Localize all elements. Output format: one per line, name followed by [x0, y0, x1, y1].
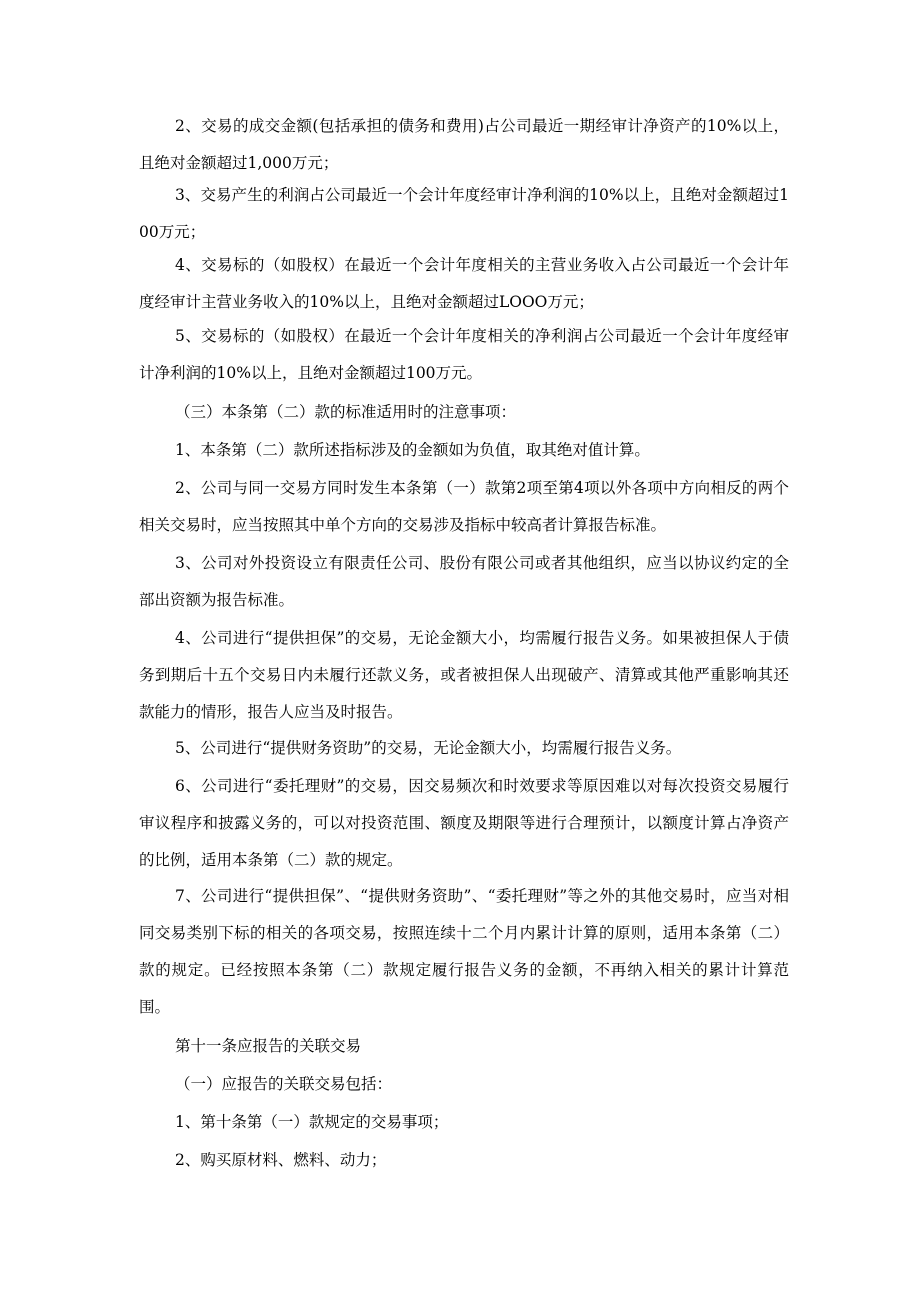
paragraph-item-2-transaction-amount: 2、交易的成交金额(包括承担的债务和费用)占公司最近一期经审计净资产的10%以上，且绝对金额超过1,000万元；: [139, 117, 789, 172]
paragraph-note-3: 3、公司对外投资设立有限责任公司、股份有限公司或者其他组织，应当以协议约定的全部出资额为报告标准。: [139, 554, 789, 609]
paragraph-item-5-net-profit: 5、交易标的（如股权）在最近一个会计年度相关的净利润占公司最近一个会计年度经审计净利润的10%以上，且绝对金额超过100万元。: [139, 327, 789, 382]
related-item-2: 2、购买原材料、燃料、动力；: [175, 1151, 387, 1169]
paragraph-note-1: 1、本条第（二）款所述指标涉及的金额如为负值，取其绝对值计算。: [175, 441, 650, 459]
paragraph-item-3-transaction-profit: 3、交易产生的利润占公司最近一个会计年度经审计净利润的10%以上，且绝对金额超过100万元；: [139, 186, 789, 241]
paragraph-note-6: 6、公司进行“委托理财”的交易，因交易频次和时效要求等原因难以对每次投资交易履行审议程序和披露义务的，可以对投资范围、额度及期限等进行合理预计，以额度计算占净资产的比例，适用本条第（二）款的规定。: [139, 777, 789, 869]
paragraph-note-2: 2、公司与同一交易方同时发生本条第（一）款第2项至第4项以外各项中方向相反的两个相关交易时，应当按照其中单个方向的交易涉及指标中较高者计算报告标准。: [139, 479, 789, 534]
paragraph-note-5: 5、公司进行“提供财务资助”的交易，无论金额大小，均需履行报告义务。: [175, 739, 682, 757]
paragraph-note-4: 4、公司进行“提供担保”的交易，无论金额大小，均需履行报告义务。如果被担保人于债务到期后十五个交易日内未履行还款义务，或者被担保人出现破产、清算或其他严重影响其还款能力的情形，报告人应当及时报告。: [139, 629, 789, 721]
section-heading-notes: （三）本条第（二）款的标准适用时的注意事项：: [175, 403, 517, 421]
paragraph-item-4-revenue: 4、交易标的（如股权）在最近一个会计年度相关的主营业务收入占公司最近一个会计年度经审计主营业务收入的10%以上，且绝对金额超过LOOO万元；: [139, 256, 789, 311]
related-item-1: 1、第十条第（一）款规定的交易事项；: [175, 1113, 449, 1131]
article-11-heading: 第十一条应报告的关联交易: [175, 1037, 362, 1055]
paragraph-note-7: 7、公司进行“提供担保”、“提供财务资助”、“委托理财”等之外的其他交易时，应当对相同交易类别下标的相关的各项交易，按照连续十二个月内累计计算的原则，适用本条第（二）款的规定。已经按照本条第（二）款规定履行报告义务的金额，不再纳入相关的累计计算范围。: [139, 887, 789, 1016]
section-heading-related-transactions: （一）应报告的关联交易包括：: [175, 1075, 393, 1093]
